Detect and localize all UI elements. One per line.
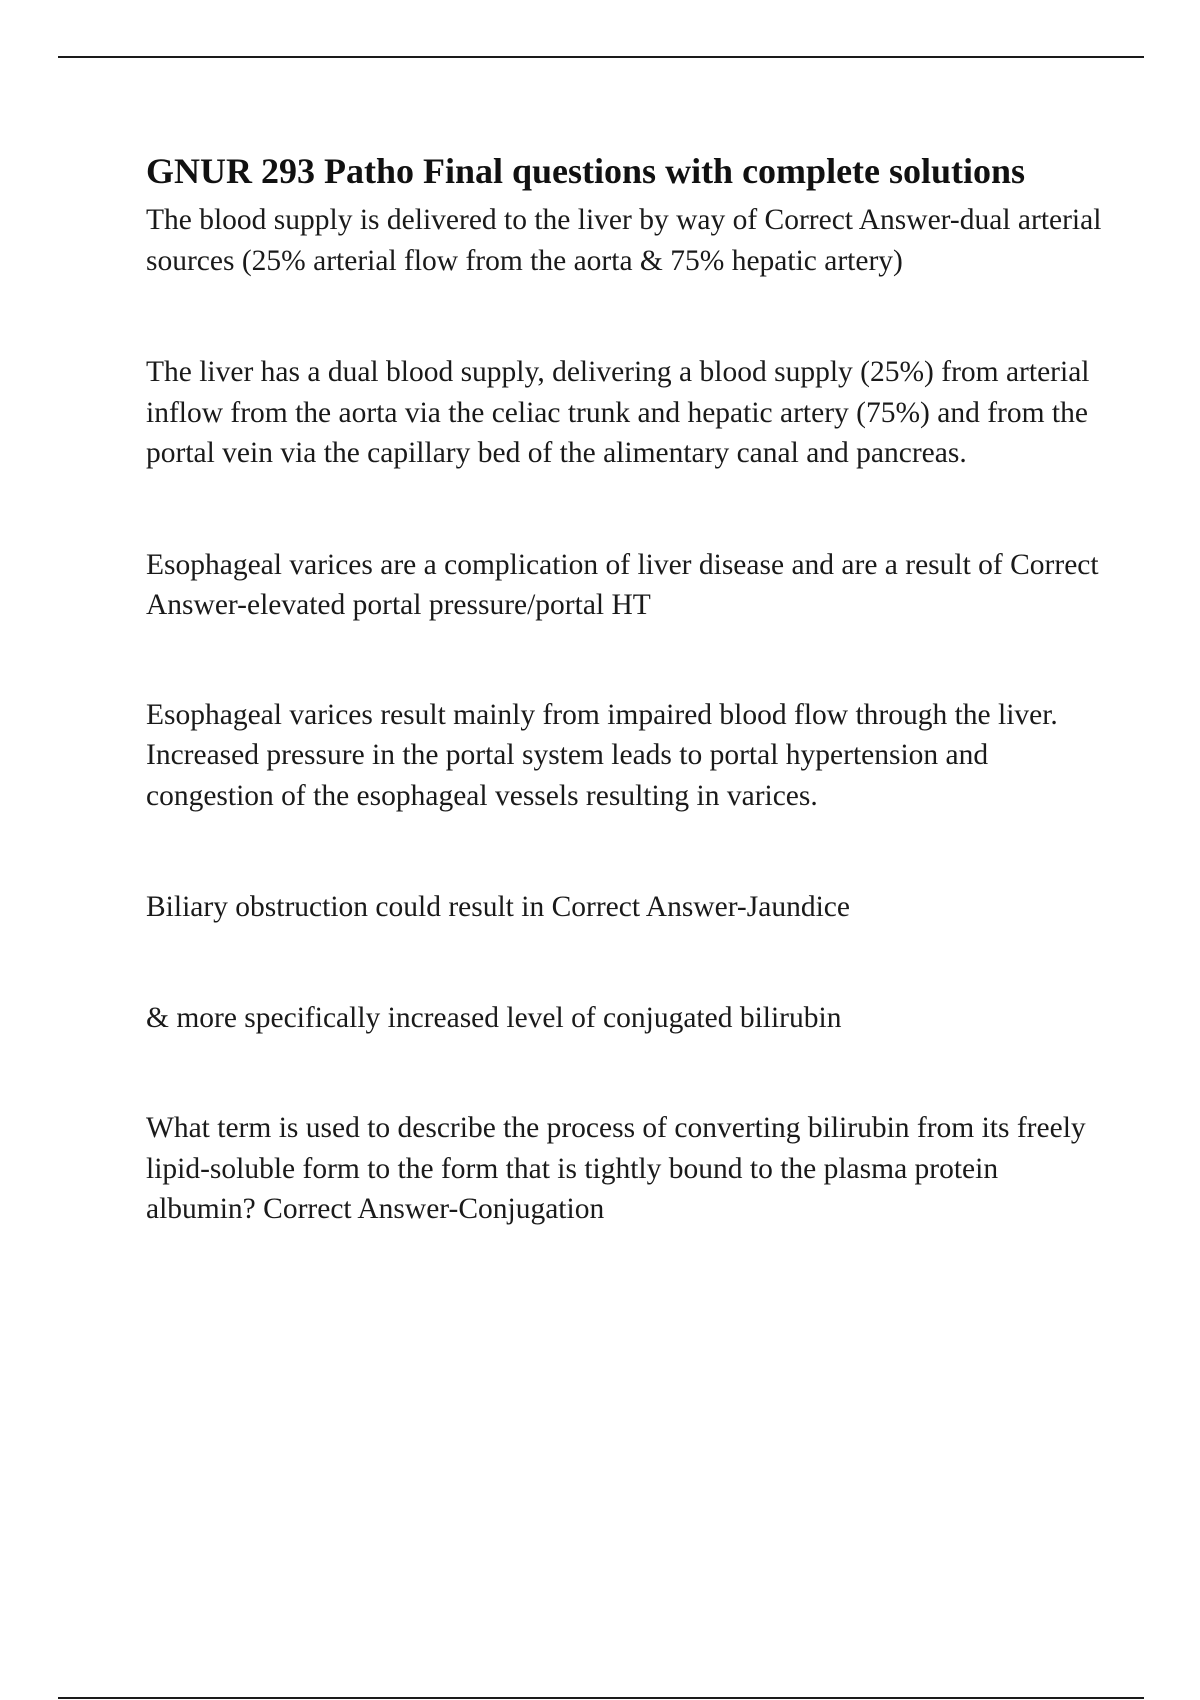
paragraph-2: The liver has a dual blood supply, delivering a blood supply (25%) from arterial inflow from the aorta via the celiac trunk and hepatic artery (75%) and from the portal vein via the capillary bed of the alimentary canal and pancreas.	[146, 356, 1090, 469]
paragraph-spacer	[146, 281, 1106, 352]
footer-rule	[58, 1697, 1144, 1699]
paragraph-1: The blood supply is delivered to the liver by way of Correct Answer-dual arterial sources (25% arterial flow from the aorta & 75% hepatic artery)	[146, 204, 1102, 277]
paragraph-spacer	[146, 474, 1106, 545]
paragraph-5: Biliary obstruction could result in Correct Answer-Jaundice	[146, 891, 850, 923]
document-body	[146, 146, 1106, 1230]
paragraph-4: Esophageal varices result mainly from impaired blood flow through the liver. Increased pressure in the portal system leads to portal hypertension and congestion of the esophageal vessels resulting in varices.	[146, 698, 1058, 812]
paragraph-3: Esophageal varices are a complication of liver disease and are a result of Correct Answer-elevated portal pressure/portal HT	[146, 548, 1099, 621]
header-rule	[58, 56, 1144, 58]
paragraph-6: & more specifically increased level of conjugated bilirubin	[146, 1001, 842, 1034]
paragraph-spacer	[146, 626, 1106, 695]
paragraph-spacer	[146, 928, 1106, 998]
document-title: GNUR 293 Patho Final questions with complete solutions	[146, 151, 1026, 191]
paragraph-spacer	[146, 1038, 1106, 1108]
paragraph-spacer	[146, 816, 1106, 887]
paragraph-7: What term is used to describe the process of converting bilirubin from its freely lipid-soluble form to the form that is tightly bound to the plasma protein albumin? Correct Answer-Conjugation	[146, 1112, 1086, 1225]
